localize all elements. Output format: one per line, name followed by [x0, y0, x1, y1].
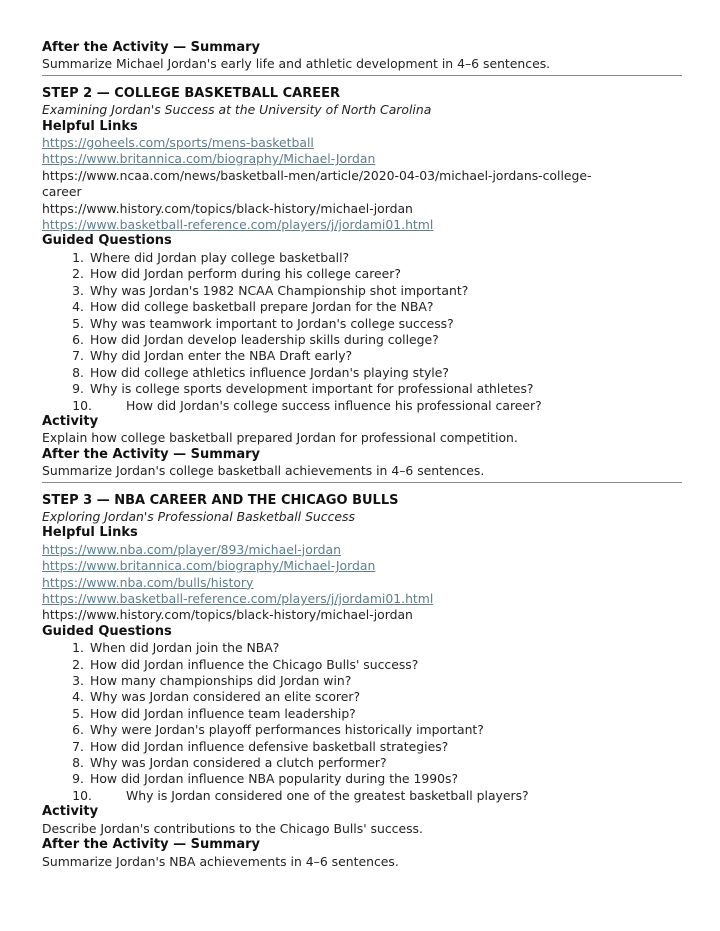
step2-after-text: Summarize Jordan's college basketball achievements in 4–6 sentences.	[42, 463, 485, 479]
step3-subtitle: Exploring Jordan's Professional Basketball Success	[42, 508, 355, 524]
list-item: 9. Why is college sports development important for professional athletes?	[72, 381, 534, 397]
step3-activity-text: Describe Jordan's contributions to the Chicago Bulls' success.	[42, 820, 423, 836]
list-item: 4. How did college basketball prepare Jordan for the NBA?	[72, 299, 434, 315]
step2-questions-list	[42, 250, 682, 414]
step3-link-basketball-reference[interactable]: https://www.basketball-reference.com/players/j/jordami01.html	[42, 591, 434, 606]
step3-link-history: https://www.history.com/topics/black-history/michael-jordan	[42, 607, 413, 623]
list-item: 7. Why did Jordan enter the NBA Draft early?	[72, 348, 353, 364]
list-item: 8. How did college athletics influence Jordan's playing style?	[72, 364, 449, 380]
list-item: 10. Why is Jordan considered one of the greatest basketball players?	[72, 787, 529, 803]
step3-links-heading: Helpful Links	[42, 525, 138, 541]
step3-link-bulls-history[interactable]: https://www.nba.com/bulls/history	[42, 574, 254, 590]
step3-questions-list	[42, 640, 682, 804]
list-item: 3. Why was Jordan's 1982 NCAA Championship shot important?	[72, 282, 469, 298]
list-item: 6. Why were Jordan's playoff performances historically important?	[72, 722, 484, 738]
step2-after-heading: After the Activity — Summary	[42, 446, 260, 462]
list-item: 6. How did Jordan develop leadership skills during college?	[72, 331, 439, 347]
step2-link-britannica[interactable]: https://www.britannica.com/biography/Michael-Jordan	[42, 151, 376, 167]
step3-after-heading: After the Activity — Summary	[42, 837, 260, 853]
list-item: 10. How did Jordan's college success influence his professional career?	[72, 397, 542, 413]
top-after-text: Summarize Michael Jordan's early life and athletic development in 4–6 sentences.	[42, 56, 551, 72]
step2-links-heading: Helpful Links	[42, 118, 138, 134]
list-item: 8. Why was Jordan considered a clutch performer?	[72, 755, 387, 771]
list-item: 5. How did Jordan influence team leadership?	[72, 705, 356, 721]
step2-subtitle: Examining Jordan's Success at the University of North Carolina	[42, 102, 432, 118]
step3-activity-heading: Activity	[42, 804, 99, 820]
step3-after-text: Summarize Jordan's NBA achievements in 4–6 sentences.	[42, 853, 399, 869]
list-item: 3. How many championships did Jordan win?	[72, 673, 352, 689]
section-divider	[42, 482, 682, 483]
step3-link-britannica[interactable]: https://www.britannica.com/biography/Michael-Jordan	[42, 558, 376, 574]
list-item: 7. How did Jordan influence defensive basketball strategies?	[72, 738, 449, 754]
step2-link-history: https://www.history.com/topics/black-history/michael-jordan	[42, 200, 413, 216]
top-after-heading: After the Activity — Summary	[42, 40, 260, 55]
step2-questions-heading: Guided Questions	[42, 233, 172, 249]
step2-link-basketball-reference[interactable]: https://www.basketball-reference.com/players/j/jordami01.html	[42, 217, 434, 233]
step3-link-nba-player[interactable]: https://www.nba.com/player/893/michael-jordan	[42, 541, 341, 557]
step3-links	[42, 542, 682, 624]
step2-link-ncaa-continued: career	[42, 184, 82, 200]
step3-questions-heading: Guided Questions	[42, 623, 172, 639]
step2-activity-text: Explain how college basketball prepared Jordan for professional competition.	[42, 430, 518, 446]
list-item: 2. How did Jordan influence the Chicago Bulls' success?	[72, 656, 419, 672]
step3-title: STEP 3 — NBA CAREER AND THE CHICAGO BULLS	[42, 492, 399, 508]
list-item: 9. How did Jordan influence NBA popularity during the 1990s?	[72, 771, 459, 787]
step2-link-ncaa: https://www.ncaa.com/news/basketball-men/article/2020-04-03/michael-jordans-college-	[42, 167, 592, 183]
list-item: 5. Why was teamwork important to Jordan's college success?	[72, 315, 454, 331]
step2-link-goheels[interactable]: https://goheels.com/sports/mens-basketball	[42, 135, 314, 151]
step2-title: STEP 2 — COLLEGE BASKETBALL CAREER	[42, 85, 340, 101]
list-item: 1. Where did Jordan play college basketball?	[72, 249, 350, 265]
step2-links	[42, 135, 682, 233]
section-divider	[42, 75, 682, 76]
list-item: 2. How did Jordan perform during his college career?	[72, 266, 401, 282]
document-page	[42, 40, 682, 870]
step2-activity-heading: Activity	[42, 413, 99, 429]
list-item: 4. Why was Jordan considered an elite scorer?	[72, 689, 361, 705]
list-item: 1. When did Jordan join the NBA?	[72, 640, 280, 656]
